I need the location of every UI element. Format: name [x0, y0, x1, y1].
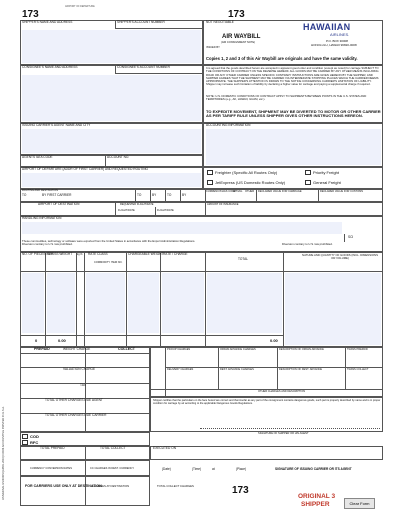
agent-iata-label: AGENTS IATA CODE	[22, 155, 53, 159]
rfc-label: RFC	[30, 440, 39, 445]
declared-customs-label: DECLARED VALUE FOR CUSTOMS	[320, 190, 363, 193]
commodity-header: COMMODITY ITEM NO.	[94, 261, 123, 264]
awb-title: AIR WAYBILL	[222, 34, 261, 40]
kg-lb-header: kg lb	[77, 253, 83, 256]
other-charges-label: OTHER CHARGES AND DESCRIPTION	[258, 390, 306, 393]
total-header: TOTAL	[238, 257, 248, 261]
currency-label: CURRENCY	[206, 190, 221, 193]
jetexpress-checkbox[interactable]	[207, 180, 213, 185]
pieces-total: 0	[35, 338, 38, 343]
consignee-name-label: CONSIGNEE'S NAME AND ADDRESS	[22, 65, 78, 69]
consignee-name-field[interactable]	[22, 75, 201, 121]
dest-advance-label: DEST. ADVANCE CHARGES	[220, 368, 254, 371]
shipper-certifies: Shipper certifies that the particulars on the face hereof are correct and that insofar as any part of the consignment contains dangerous goods, such part is properly described by name and is in proper condition for carriage by air according to the applicable Dangerous Goods Regulations.	[153, 399, 381, 405]
not-negotiable-label: NOT NEGOTIABLE	[206, 20, 234, 24]
to-label: TO	[22, 193, 27, 197]
amount-insurance-label: AMOUNT OF INSURANCE	[207, 203, 239, 206]
accounting-info-label: ACCOUNTING INFORMATION	[206, 123, 251, 127]
awb-subtitle: (AIR CONSIGNMENT NOTE)	[221, 41, 256, 44]
shipper-name-label: SHIPPER'S NAME AND ADDRESS	[22, 20, 73, 24]
flight-date-1-label: FLIGHT/DATE	[118, 209, 135, 212]
other-label: OTHER	[245, 190, 255, 193]
total-collect-charges-label: TOTAL COLLECT CHARGES	[157, 484, 194, 488]
cod-label: COD	[30, 434, 39, 439]
executed-box	[150, 446, 383, 460]
cc-charges-dest-label: CC CHARGES IN DEST. CURRENCY	[90, 467, 135, 470]
commodity-field[interactable]	[86, 273, 125, 333]
rate-charge-header: RATE / CHARGE	[163, 252, 188, 256]
sci-label: SCI	[348, 235, 354, 239]
airport-note: AIRPORT OF DEPARTURE	[65, 5, 95, 8]
side-text: UNIVERSAL UNIFORM (APRIL 2010) FORM ACCOUNTING PRINTED IN U.S.A.	[2, 406, 5, 500]
to2-label: TO	[137, 193, 142, 197]
gross-weight-header: GROSS WEIGHT	[47, 252, 73, 256]
airline-code-center: 173	[228, 9, 245, 20]
brand-sub: AIRLINES.	[330, 32, 350, 37]
jetexpress-option: JetExpress (US Domestic Routes Only)	[215, 180, 286, 185]
pieces-field[interactable]	[22, 273, 44, 333]
shipper-account-label: SHIPPER'S ACCOUNT NUMBER	[117, 20, 165, 24]
rate-class-header: RATE CLASS	[88, 252, 108, 256]
time-label: (Time)	[192, 467, 202, 471]
handling-info-label: HANDLING INFORMATION	[22, 216, 62, 220]
nature-goods-field[interactable]	[285, 273, 381, 345]
address-line-2: HONOLULU, HAWAII 96820-0008	[311, 43, 357, 47]
footer-shipper: SHIPPER	[301, 501, 330, 508]
valuation-charge-label: VALUATION CHARGE	[63, 367, 96, 371]
by3-label: BY	[182, 193, 187, 197]
collect-label: COLLECT	[118, 347, 135, 351]
by2-label: BY	[152, 193, 157, 197]
gross-weight-field[interactable]	[47, 273, 75, 333]
flight-date-2-label: FLIGHT/DATE	[157, 209, 174, 212]
date-label: (Date)	[162, 467, 171, 471]
executed-on-label: EXECUTED ON	[153, 446, 177, 450]
desc-origin-advance-label: DESCRIPTION OF ORIGIN ADVANCE	[279, 348, 324, 351]
general-option: General Freight	[313, 180, 341, 185]
account-no-label: ACCOUNT NO.	[107, 155, 130, 159]
tax-label: TAX	[80, 383, 86, 387]
footer-original: ORIGINAL 3	[298, 493, 336, 500]
nature-goods-header: NATURE AND QUANTITY OF GOODS (INCL. DIMENSIONS OR VOLUME)	[302, 253, 378, 261]
airport-departure-field[interactable]	[22, 173, 201, 187]
trans-collect-label: TRANS COLLECT	[347, 368, 369, 371]
address-line-1: P.O. BOX 30008	[326, 39, 348, 43]
conditions-para-2: NOTE: U.S. DOMESTIC CONDITIONS OF CONTRACT APPLY TO SHIPMENTS BETWEEN POINTS IN THE U.S. STATES AND TERRITORIES (e.g., AK, HAWAII, GUAM, etc.).	[206, 94, 367, 102]
total-collect-label: TOTAL COLLECT	[100, 446, 126, 450]
freighter-checkbox[interactable]	[207, 170, 213, 175]
accounting-info-field[interactable]	[206, 129, 381, 165]
chgs-code-label: CHGS CODE	[220, 190, 236, 193]
airport-destination-label: AIRPORT OF DESTINATION	[38, 202, 80, 206]
for-carriers-use-label: FOR CARRIERS USE ONLY AT DESTINATION	[25, 484, 102, 488]
prepaid-label: PREPAID	[34, 347, 50, 351]
at-label: at	[212, 467, 215, 471]
place-label: (Place)	[236, 467, 247, 471]
rfc-checkbox[interactable]	[22, 440, 28, 445]
charges-at-dest-label: CHARGES AT DESTINATION	[92, 484, 130, 488]
footer-code: 173	[232, 485, 249, 496]
delivery-charges-label: DELIVERY CHARGES	[167, 368, 194, 371]
declared-carriage-label: DECLARED VALUE FOR CARRIAGE	[258, 190, 302, 193]
expedite-note: TO EXPEDITE MOVEMENT, SHIPMENT MAY BE DIVERTED TO MOTOR OR OTHER CARRIER AS PER TARIFF RULE UNLESS SHIPPER GIVES OTHER INSTRUCTIONS HEREON.	[206, 109, 381, 119]
airline-code-left: 173	[22, 9, 39, 20]
priority-option: Priority Freight	[313, 170, 340, 175]
brand-name: HAWAIIAN	[303, 22, 351, 32]
signature-carrier-label: SIGNATURE OF ISSUING CARRIER OR ITS AGENT	[275, 467, 352, 471]
freighter-option: Freighter (Specific All Routes Only)	[215, 170, 278, 175]
charge-total: 0.00	[270, 338, 278, 343]
rate-charge-field[interactable]	[162, 273, 204, 333]
total-other-agent-label: TOTAL OTHER CHARGES DUE AGENT	[45, 398, 103, 402]
total-prepaid-label: TOTAL PREPAID	[40, 446, 65, 450]
origin-advance-label: ORIGIN ADVANCE CHARGES	[220, 348, 256, 351]
issued-by-label: ISSUED BY	[206, 46, 220, 49]
copies-note: Copies 1, 2 and 3 of this Air Waybill are originals and have the same validity.	[206, 56, 358, 61]
general-checkbox[interactable]	[305, 180, 311, 185]
total-other-carrier-label: TOTAL OTHER CHARGES DUE CARRIER	[45, 413, 107, 417]
weight-total: 0.00	[58, 338, 66, 343]
currency-rates-label: CURRENCY CONVERSION RATES	[30, 467, 72, 470]
issuing-agent-label: ISSUING CARRIER'S AGENT NAME AND CITY	[22, 123, 91, 127]
priority-checkbox[interactable]	[305, 170, 311, 175]
handling-info-field[interactable]	[22, 222, 342, 234]
total-field[interactable]	[207, 273, 282, 333]
diversion-note: Diversion contrary to U.S. law prohibited.	[282, 242, 333, 246]
to3-label: TO	[167, 193, 172, 197]
issuing-agent-field[interactable]	[22, 129, 201, 153]
weight-charge-label: WEIGHT CHARGE	[63, 347, 91, 351]
chargeable-weight-header: CHARGEABLE WEIGHT	[128, 252, 164, 256]
desc-dest-advance-label: DESCRIPTION OF DEST. ADVANCE	[279, 368, 323, 371]
signature-shipper-label: SIGNATURE OF SHIPPER OR HIS AGENT	[258, 432, 309, 435]
consignee-account-label: CONSIGNEE'S ACCOUNT NUMBER	[117, 65, 170, 69]
no-pieces-header: NO. OF PIECES RCP	[22, 252, 54, 256]
shipper-name-field[interactable]	[22, 30, 201, 63]
by-first-carrier-label: BY FIRST CARRIER	[42, 193, 72, 197]
cod-checkbox[interactable]	[22, 434, 28, 439]
trans-prepaid-label: TRANS PREPAID	[347, 348, 368, 351]
cod-box	[20, 432, 150, 446]
chargeable-weight-field[interactable]	[128, 273, 159, 333]
export-note: These commodities, technology or software were exported from the United States in accordance with the Export Administration Regulations. Diversion contrary to U.S. law prohibited.	[22, 239, 196, 247]
routing-label: ROUTING AND DESTINATION	[22, 189, 58, 192]
requested-flight-label: REQUESTED FLIGHT/DATE	[120, 203, 154, 206]
conditions-para-1: It is agreed that the goods described herein are accepted in apparent good order and condition (except as noted) for carriage SUBJECT TO THE CONDITIONS OF CONTRACT ON THE REVERSE HEREOF. ALL GOODS MAY BE CARRIED BY ANY OTHER MEANS INCLUDING ROAD OR ANY OTHER CARRIER UNLESS SPECIFIC CONTRARY INSTRUCTIONS ARE GIVEN HEREON BY THE SHIPPER, AND SHIPPER AGREES THAT THE SHIPMENT MAY BE CARRIED VIA INTERMEDIATE STOPPING PLACES WHICH THE CARRIER DEEMS APPROPRIATE. THE SHIPPER'S ATTENTION IS DRAWN TO THE NOTICE CONCERNING CARRIER'S LIMITATION OF LIABILITY. Shipper may increase such limitation of liability by declaring a higher value for carriage and paying a supplemental charge if required.	[206, 66, 379, 87]
airport-departure-label: AIRPORT OF DEPARTURE (ADDR OF FIRST CARRIER) AND REQUESTED ROUTING	[22, 167, 148, 171]
wt-val-label: WT/VAL	[233, 190, 243, 193]
pickup-charges-label: PICKUP CHARGES	[167, 348, 191, 351]
clear-form-button[interactable]: Clear Form	[344, 498, 375, 509]
